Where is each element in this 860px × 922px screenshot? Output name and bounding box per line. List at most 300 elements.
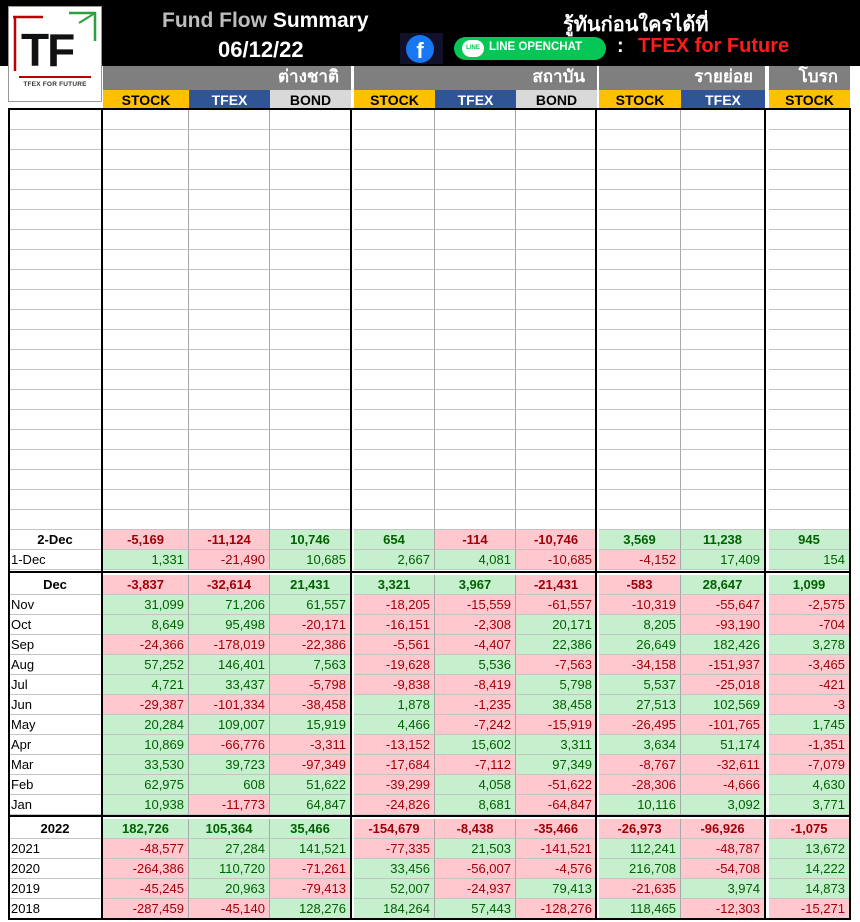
table-cell: 51,174 [681,735,765,755]
table-cell: 128,276 [270,899,351,919]
table-cell: 654 [354,530,435,550]
table-cell: 184,264 [354,899,435,919]
table-cell: -96,926 [681,819,765,839]
table-cell: 216,708 [599,859,681,879]
empty-cell [599,410,681,430]
column-header: TFEX [435,90,516,110]
table-cell: -21,490 [189,550,270,570]
table-cell: 79,413 [516,879,597,899]
table-cell: 52,007 [354,879,435,899]
empty-cell [769,230,850,250]
table-cell: -34,158 [599,655,681,675]
empty-cell [516,430,597,450]
empty-row-label [8,470,103,490]
table-cell: -5,169 [103,530,189,550]
row-label: Jan [8,795,103,815]
table-cell: 182,426 [681,635,765,655]
table-cell: 95,498 [189,615,270,635]
empty-cell [270,290,351,310]
empty-cell [681,370,765,390]
table-cell: -32,614 [189,575,270,595]
empty-cell [189,430,270,450]
header-divider [8,108,850,110]
table-cell: 21,503 [435,839,516,859]
empty-cell [599,130,681,150]
table-cell: -101,765 [681,715,765,735]
empty-cell [516,410,597,430]
table-cell: 26,649 [599,635,681,655]
table-cell: 3,278 [769,635,850,655]
empty-cell [354,490,435,510]
empty-cell [189,150,270,170]
empty-cell [270,390,351,410]
empty-cell [435,270,516,290]
table-cell: -11,773 [189,795,270,815]
empty-cell [516,150,597,170]
empty-cell [681,190,765,210]
empty-cell [435,370,516,390]
empty-cell [354,110,435,130]
table-cell: -51,622 [516,775,597,795]
empty-cell [681,150,765,170]
empty-row-label [8,350,103,370]
empty-cell [681,290,765,310]
empty-cell [516,350,597,370]
empty-cell [599,290,681,310]
table-cell: 105,364 [189,819,270,839]
empty-cell [270,150,351,170]
table-cell: -264,386 [103,859,189,879]
empty-cell [681,470,765,490]
empty-cell [516,290,597,310]
group-header: ต่างชาติ [103,66,351,90]
facebook-icon[interactable] [400,33,443,64]
empty-cell [769,210,850,230]
table-cell: 10,938 [103,795,189,815]
facebook-glyph: f [406,35,434,63]
table-cell: 7,563 [270,655,351,675]
empty-cell [435,230,516,250]
empty-cell [354,250,435,270]
table-cell: 20,171 [516,615,597,635]
empty-cell [435,390,516,410]
empty-cell [681,490,765,510]
group-divider [595,108,597,920]
empty-cell [435,170,516,190]
table-cell: -101,334 [189,695,270,715]
empty-cell [103,470,189,490]
empty-cell [516,510,597,530]
table-cell: 5,798 [516,675,597,695]
table-cell: -21,635 [599,879,681,899]
table-cell: -11,124 [189,530,270,550]
row-label: Jul [8,675,103,695]
table-cell: 4,058 [435,775,516,795]
empty-cell [769,370,850,390]
table-cell: -71,261 [270,859,351,879]
empty-cell [516,270,597,290]
table-cell: 10,685 [270,550,351,570]
empty-row-label [8,330,103,350]
empty-cell [599,470,681,490]
empty-cell [270,370,351,390]
table-cell: -178,019 [189,635,270,655]
row-label: Aug [8,655,103,675]
table-cell: -79,413 [270,879,351,899]
table-cell: 10,869 [103,735,189,755]
table-cell: 10,746 [270,530,351,550]
empty-cell [189,250,270,270]
table-cell: -45,140 [189,899,270,919]
table-cell: -7,242 [435,715,516,735]
table-cell: -29,387 [103,695,189,715]
table-cell: -97,349 [270,755,351,775]
empty-cell [354,270,435,290]
table-cell: 14,222 [769,859,850,879]
empty-cell [516,450,597,470]
group-divider [764,108,766,920]
table-cell: 5,536 [435,655,516,675]
empty-cell [270,250,351,270]
table-cell: -39,299 [354,775,435,795]
table-cell: 57,443 [435,899,516,919]
column-header: STOCK [354,90,435,110]
row-label: 2019 [8,879,103,899]
table-cell: -1,075 [769,819,850,839]
empty-cell [103,430,189,450]
table-cell: -12,303 [681,899,765,919]
empty-cell [681,410,765,430]
table-cell: -10,685 [516,550,597,570]
table-cell: 8,205 [599,615,681,635]
row-label: May [8,715,103,735]
table-cell: -17,684 [354,755,435,775]
report-date: 06/12/22 [218,37,304,62]
table-cell: 71,206 [189,595,270,615]
empty-row-label [8,370,103,390]
table-cell: 4,630 [769,775,850,795]
empty-cell [189,130,270,150]
empty-cell [435,210,516,230]
row-label: 2020 [8,859,103,879]
empty-cell [270,350,351,370]
table-cell: 97,349 [516,755,597,775]
table-cell: -13,152 [354,735,435,755]
table-cell: -66,776 [189,735,270,755]
empty-cell [599,210,681,230]
empty-cell [270,110,351,130]
row-label: 2021 [8,839,103,859]
separator-colon: : [617,35,624,57]
table-cell: -3,311 [270,735,351,755]
table-cell: -24,937 [435,879,516,899]
empty-cell [599,430,681,450]
empty-cell [599,250,681,270]
group-header: โบรก [769,66,850,90]
table-cell: 62,975 [103,775,189,795]
table-cell: 33,530 [103,755,189,775]
line-openchat-label: LINE OPENCHAT [489,41,583,53]
empty-cell [189,170,270,190]
empty-cell [270,470,351,490]
empty-cell [769,290,850,310]
table-cell: -7,112 [435,755,516,775]
empty-cell [516,330,597,350]
empty-cell [516,250,597,270]
table-cell: 57,252 [103,655,189,675]
table-cell: 3,967 [435,575,516,595]
table-cell: 141,521 [270,839,351,859]
table-cell: 1,099 [769,575,850,595]
table-cell: 33,437 [189,675,270,695]
table-cell: -8,767 [599,755,681,775]
empty-cell [435,250,516,270]
empty-cell [435,490,516,510]
row-label: Apr [8,735,103,755]
empty-row-label [8,490,103,510]
empty-row-label [8,150,103,170]
empty-cell [354,450,435,470]
table-cell: -4,407 [435,635,516,655]
table-cell: -7,563 [516,655,597,675]
table-cell: 3,569 [599,530,681,550]
table-cell: -24,366 [103,635,189,655]
table-cell: -15,271 [769,899,850,919]
empty-cell [681,450,765,470]
empty-cell [516,390,597,410]
table-cell: -10,746 [516,530,597,550]
table-cell: -24,826 [354,795,435,815]
empty-cell [270,430,351,450]
table-cell: -26,973 [599,819,681,839]
empty-cell [270,510,351,530]
empty-cell [354,310,435,330]
table-cell: -5,798 [270,675,351,695]
empty-cell [681,310,765,330]
empty-cell [103,270,189,290]
empty-cell [681,210,765,230]
table-cell: -704 [769,615,850,635]
empty-row-label [8,450,103,470]
table-cell: -9,838 [354,675,435,695]
table-cell: 1,331 [103,550,189,570]
column-header: TFEX [681,90,765,110]
empty-cell [769,150,850,170]
table-cell: 31,099 [103,595,189,615]
column-header: STOCK [769,90,850,110]
table-cell: 17,409 [681,550,765,570]
empty-cell [354,510,435,530]
empty-cell [681,430,765,450]
table-cell: -583 [599,575,681,595]
logo [8,6,102,102]
empty-cell [103,390,189,410]
row-label: Jun [8,695,103,715]
table-cell: 13,672 [769,839,850,859]
empty-cell [189,290,270,310]
empty-cell [270,270,351,290]
empty-cell [681,390,765,410]
empty-cell [681,270,765,290]
empty-cell [354,330,435,350]
empty-cell [599,450,681,470]
table-cell: 5,537 [599,675,681,695]
column-header: BOND [270,90,351,110]
table-cell: 4,081 [435,550,516,570]
logo-caption: TFEX FOR FUTURE [23,81,87,88]
empty-cell [354,150,435,170]
table-cell: -4,666 [681,775,765,795]
empty-row-label [8,310,103,330]
table-cell: 3,771 [769,795,850,815]
empty-row-label [8,230,103,250]
table-cell: -7,079 [769,755,850,775]
thai-tagline: รู้ทันก่อนใครได้ที่ [563,14,709,36]
title-part-1: Fund Flow [162,9,267,32]
group-header: รายย่อย [599,66,765,90]
empty-cell [769,270,850,290]
empty-cell [769,350,850,370]
table-cell: 608 [189,775,270,795]
empty-cell [681,250,765,270]
empty-cell [103,410,189,430]
empty-cell [270,230,351,250]
empty-cell [599,190,681,210]
table-cell: 11,238 [681,530,765,550]
table-cell: -4,576 [516,859,597,879]
table-cell: -2,575 [769,595,850,615]
table-cell: 38,458 [516,695,597,715]
empty-cell [189,210,270,230]
empty-cell [103,490,189,510]
empty-cell [270,210,351,230]
line-openchat-button[interactable] [454,37,606,60]
group-divider [849,108,851,920]
empty-cell [270,410,351,430]
table-cell: 1,878 [354,695,435,715]
table-cell: 3,311 [516,735,597,755]
empty-cell [435,350,516,370]
empty-row-label [8,190,103,210]
group-divider [101,108,103,920]
empty-cell [599,350,681,370]
empty-cell [599,330,681,350]
empty-cell [103,110,189,130]
table-cell: -48,577 [103,839,189,859]
page-name: TFEX for Future [638,35,790,57]
table-cell: -1,351 [769,735,850,755]
empty-cell [189,350,270,370]
empty-row-label [8,290,103,310]
table-cell: 20,963 [189,879,270,899]
empty-cell [435,150,516,170]
empty-cell [435,450,516,470]
empty-cell [681,330,765,350]
table-cell: 15,602 [435,735,516,755]
table-cell: -8,419 [435,675,516,695]
empty-cell [516,230,597,250]
daily-section-divider [8,571,850,573]
empty-cell [769,390,850,410]
empty-row-label [8,510,103,530]
empty-cell [189,490,270,510]
empty-cell [270,130,351,150]
table-cell: 21,431 [270,575,351,595]
row-label: Nov [8,595,103,615]
group-divider [350,108,352,920]
empty-row-label [8,250,103,270]
table-cell: 27,284 [189,839,270,859]
row-label: Oct [8,615,103,635]
empty-cell [435,130,516,150]
empty-cell [769,470,850,490]
empty-cell [103,130,189,150]
empty-cell [103,510,189,530]
empty-cell [435,430,516,450]
empty-cell [435,190,516,210]
empty-cell [599,490,681,510]
empty-cell [681,170,765,190]
table-cell: -22,386 [270,635,351,655]
empty-cell [103,290,189,310]
empty-row-label [8,170,103,190]
empty-cell [599,150,681,170]
table-cell: -20,171 [270,615,351,635]
empty-cell [189,190,270,210]
empty-cell [769,190,850,210]
row-label: 1-Dec [8,550,103,570]
header-bar [0,0,860,66]
table-cell: -128,276 [516,899,597,919]
table-cell: 945 [769,530,850,550]
table-cell: 110,720 [189,859,270,879]
empty-cell [354,410,435,430]
table-cell: -61,557 [516,595,597,615]
table-cell: 39,723 [189,755,270,775]
empty-cell [354,290,435,310]
empty-cell [681,130,765,150]
table-cell: -48,787 [681,839,765,859]
table-cell: -4,152 [599,550,681,570]
empty-cell [103,450,189,470]
table-cell: 3,321 [354,575,435,595]
table-cell: -93,190 [681,615,765,635]
column-header: TFEX [189,90,270,110]
table-cell: -287,459 [103,899,189,919]
row-label: 2-Dec [8,530,103,550]
empty-cell [599,310,681,330]
row-label: Dec [8,575,103,595]
empty-cell [189,370,270,390]
table-cell: -151,937 [681,655,765,675]
empty-cell [681,350,765,370]
empty-cell [516,490,597,510]
empty-cell [189,270,270,290]
table-cell: 109,007 [189,715,270,735]
table-cell: 22,386 [516,635,597,655]
empty-cell [681,110,765,130]
empty-cell [354,230,435,250]
empty-cell [516,130,597,150]
empty-cell [354,470,435,490]
table-cell: -64,847 [516,795,597,815]
table-cell: 20,284 [103,715,189,735]
logo-mark: TF [21,24,74,76]
table-cell: 102,569 [681,695,765,715]
monthly-section-divider [8,815,850,817]
empty-cell [435,110,516,130]
table-cell: 2,667 [354,550,435,570]
